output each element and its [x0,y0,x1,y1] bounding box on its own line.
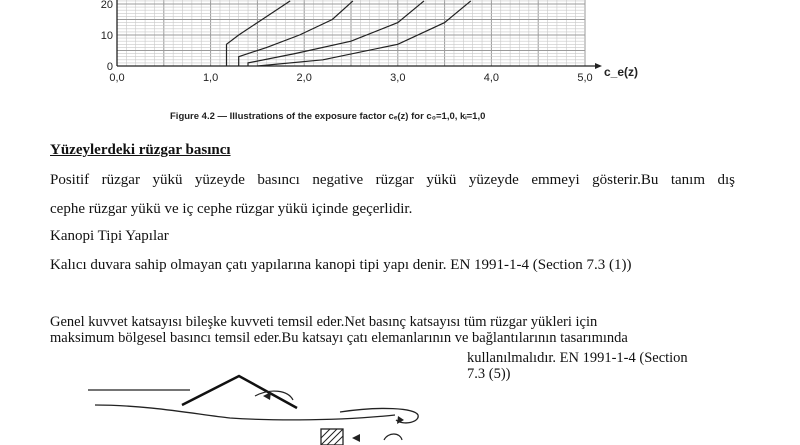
figure-caption: Figure 4.2 — Illustrations of the exposure factor cₑ(z) for c₀=1,0, kᵢ=1,0 [170,111,486,122]
obstruction-swirl [384,434,402,440]
x-tick-label: 5,0 [577,72,593,84]
chart-grid [117,0,585,66]
x-tick-label: 4,0 [483,72,500,84]
series-line-terrain-1 [239,1,353,66]
paragraph-2 [50,314,628,346]
wind-flow-line-lower [95,405,395,420]
y-tick-label: 10 [100,30,113,42]
x-axis-label: c_e(z) [604,65,639,79]
x-tick-label: 0,0 [109,72,125,84]
paragraph-1-word: basıncı [257,172,300,188]
x-tick-label: 2,0 [296,72,312,84]
paragraph-1-word: yükü [152,172,183,188]
series-line-terrain-3 [257,1,470,66]
paragraph-1-word: gösterir.Bu [592,172,659,188]
obstruction-block [321,429,343,445]
paragraph-1-word: dış [717,172,735,188]
paragraph-1-word: rüzgar [375,172,414,188]
canopy-title: Kanopi Tipi Yapılar [50,228,169,244]
canopy-wind-diagram [0,370,800,445]
section-heading: Yüzeylerdeki rüzgar basıncı [50,142,231,158]
paragraph-2-line-2: maksimum bölgesel basıncı temsil eder.Bu katsayı çatı elemanlarının ve bağlantılarının tasarımında [50,330,628,346]
paragraph-1-word: emmeyi [531,172,580,188]
y-tick-label: 20 [100,0,113,11]
paragraph-1-word: yüzeyde [468,172,519,188]
x-tick-label: 3,0 [390,72,406,84]
paragraph-3-line-2: 7.3 (5)) [467,366,511,382]
paragraph-3-line-1: kullanılmalıdır. EN 1991-1-4 (Section [467,350,688,366]
x-tick-label: 1,0 [202,72,219,84]
paragraph-1-word: tanım [670,172,705,188]
paragraph-1-line-2: cephe rüzgar yükü ve iç cephe rüzgar yükü içinde geçerlidir. [50,201,413,217]
y-tick-label: 0 [106,61,113,73]
canopy-text: Kalıcı duvara sahip olmayan çatı yapılarına kanopi tipi yapı denir. EN 1991-1-4 (Section 7.3 (1)) [50,257,632,273]
obstruction-arrow [352,434,360,442]
exposure-factor-chart [0,0,800,106]
paragraph-1-line-1 [50,173,735,188]
x-axis-arrow [595,63,602,69]
paragraph-2-line-1: Genel kuvvet katsayısı bileşke kuvveti temsil eder.Net basınç katsayısı tüm rüzgar yükleri için [50,314,598,330]
paragraph-1-word: yükü [426,172,457,188]
paragraph-1-word: yüzeyde [194,172,245,188]
paragraph-1-word: Positif [50,172,90,188]
paragraph-1-word: negative [312,172,364,188]
paragraph-1-word: rüzgar [101,172,140,188]
chart-series [227,1,471,66]
wind-flow-curl-right [340,408,418,422]
roof-eddy-arrow [263,392,271,400]
